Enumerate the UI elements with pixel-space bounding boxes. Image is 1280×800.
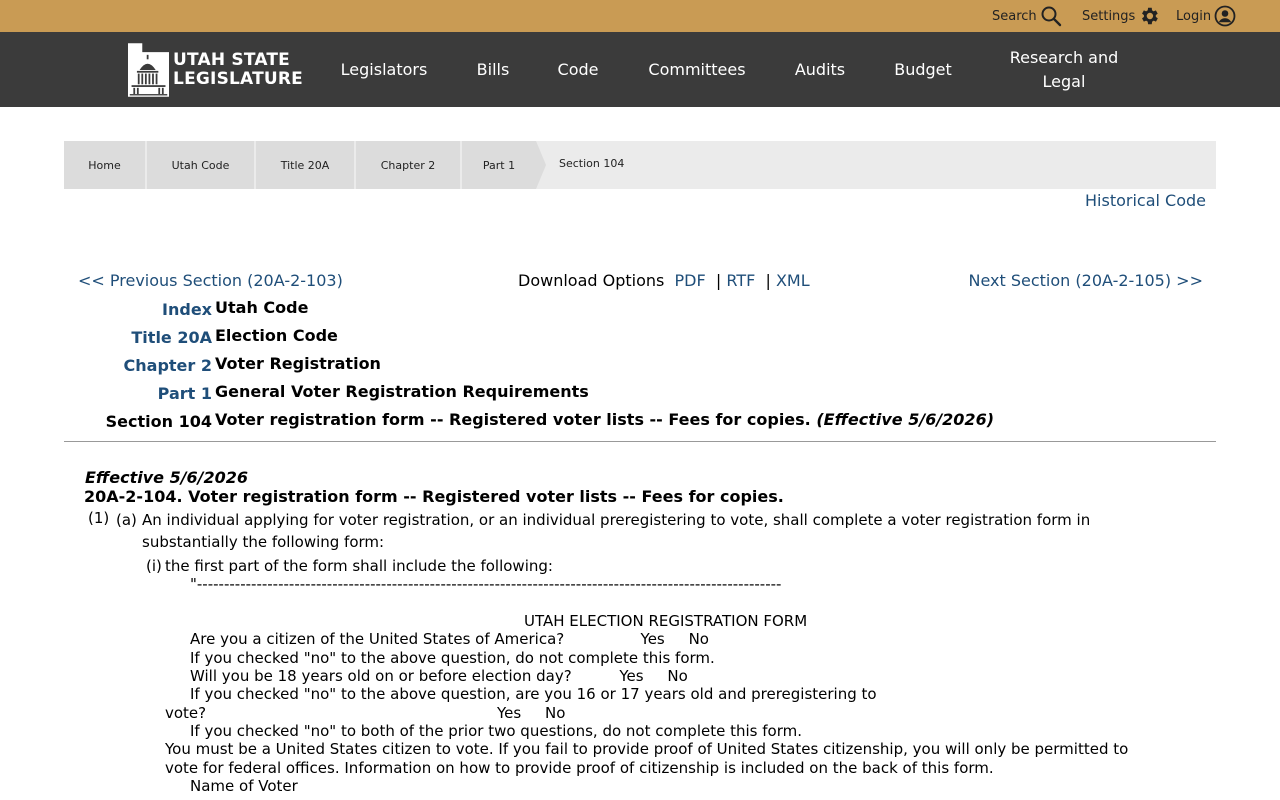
breadcrumb-part-1[interactable]: Part 1: [462, 141, 536, 189]
breadcrumb-title-20a[interactable]: Title 20A: [256, 141, 354, 189]
form-name-of-voter: Name of Voter: [190, 777, 298, 795]
search-link[interactable]: [992, 0, 1062, 32]
user-icon: [1214, 5, 1236, 27]
form-citizenship-line2: vote for federal offices. Information on how to provide proof of citizenship is included on the back of this form.: [165, 759, 994, 777]
hierarchy-section-row: [64, 410, 1216, 438]
utah-legislature-logo[interactable]: [128, 40, 303, 100]
download-options: Download Options PDF | RTF | XML: [518, 271, 810, 290]
form-question-citizen: Are you a citizen of the United States of America? Yes No: [190, 630, 709, 648]
section-title: 20A-2-104. Voter registration form -- Registered voter lists -- Fees for copies.: [84, 487, 784, 506]
content-effective-date: Effective 5/6/2026: [85, 468, 249, 487]
hierarchy-part-value: General Voter Registration Requirements: [215, 382, 589, 401]
subsection-text-line1: An individual applying for voter registration, or an individual preregistering to vote, shall complete a voter registration form in: [142, 511, 1091, 529]
form-citizenship-line1: You must be a United States citizen to vote. If you fail to provide proof of United States citizenship, you will only be permitted to: [165, 740, 1129, 758]
nav-committees[interactable]: Committees: [648, 59, 746, 79]
logo-text: UTAH STATE LEGISLATURE: [173, 50, 303, 89]
nav-code[interactable]: Code: [557, 59, 599, 79]
search-label: Search: [992, 8, 1037, 24]
subsection-number: (1): [88, 509, 110, 527]
form-note-prior-questions: If you checked "no" to both of the prior two questions, do not complete this form.: [190, 722, 802, 740]
hierarchy-part-link[interactable]: Part 1: [157, 384, 212, 403]
breadcrumb-arrow: [536, 141, 546, 189]
settings-label: Settings: [1082, 8, 1136, 24]
login-link[interactable]: [1176, 0, 1236, 32]
code-hierarchy: [64, 298, 1216, 438]
subsection-letter: (a): [116, 511, 137, 529]
form-heading: UTAH ELECTION REGISTRATION FORM: [524, 612, 808, 630]
subsection-roman-text: the first part of the form shall include the following:: [165, 557, 553, 575]
previous-section-link[interactable]: << Previous Section (20A-2-103): [78, 271, 343, 290]
nav-budget[interactable]: Budget: [894, 59, 952, 79]
breadcrumb-utah-code[interactable]: Utah Code: [147, 141, 254, 189]
settings-link[interactable]: [1082, 0, 1160, 32]
hierarchy-section-value: Voter registration form -- Registered voter lists -- Fees for copies. (Effective 5/6/2026): [215, 410, 995, 429]
form-dashes: "------------------------------------------------------------------------------------------------------------: [190, 575, 782, 593]
search-icon: [1040, 5, 1062, 27]
historical-code-link[interactable]: Historical Code: [1085, 191, 1206, 210]
subsection-text-line2: substantially the following form:: [142, 533, 385, 551]
utility-bar: [0, 0, 1280, 32]
hierarchy-index-row: [64, 298, 1216, 326]
nav-research-and-legal[interactable]: Research and Legal: [1009, 47, 1119, 91]
breadcrumb: [64, 141, 1216, 189]
hierarchy-chapter-row: [64, 354, 1216, 382]
nav-audits[interactable]: Audits: [794, 59, 846, 79]
download-pdf-link[interactable]: PDF: [674, 271, 706, 290]
breadcrumb-home[interactable]: Home: [64, 141, 145, 189]
main-nav: [0, 32, 1280, 107]
capitol-icon: [128, 40, 169, 100]
hierarchy-title-value: Election Code: [215, 326, 338, 345]
hierarchy-title-row: [64, 326, 1216, 354]
form-note-citizen: If you checked "no" to the above question, do not complete this form.: [190, 649, 715, 667]
subsection-roman: (i): [146, 557, 162, 575]
download-rtf-link[interactable]: RTF: [726, 271, 756, 290]
nav-bills[interactable]: Bills: [476, 59, 510, 79]
breadcrumb-current: Section 104: [559, 156, 625, 170]
divider: [64, 441, 1216, 442]
login-label: Login: [1176, 8, 1212, 24]
download-xml-link[interactable]: XML: [775, 271, 810, 290]
hierarchy-index-value: Utah Code: [215, 298, 309, 317]
section-effective-date: (Effective 5/6/2026): [816, 410, 995, 429]
form-question-age: Will you be 18 years old on or before election day? Yes No: [190, 667, 688, 685]
hierarchy-title-link[interactable]: Title 20A: [131, 328, 212, 347]
download-label: Download Options: [518, 271, 665, 290]
hierarchy-index-link[interactable]: Index: [162, 300, 212, 319]
hierarchy-chapter-value: Voter Registration: [215, 354, 381, 373]
hierarchy-part-row: [64, 382, 1216, 410]
nav-legislators[interactable]: Legislators: [340, 59, 428, 79]
hierarchy-section-label: Section 104: [105, 412, 212, 431]
next-section-link[interactable]: Next Section (20A-2-105) >>: [968, 271, 1203, 290]
breadcrumb-chapter-2[interactable]: Chapter 2: [356, 141, 460, 189]
form-question-preregister: If you checked "no" to the above question, are you 16 or 17 years old and preregistering to: [190, 685, 877, 703]
gear-icon: [1138, 5, 1160, 27]
form-question-preregister-answer: vote? Yes No: [165, 704, 566, 722]
hierarchy-chapter-link[interactable]: Chapter 2: [123, 356, 212, 375]
